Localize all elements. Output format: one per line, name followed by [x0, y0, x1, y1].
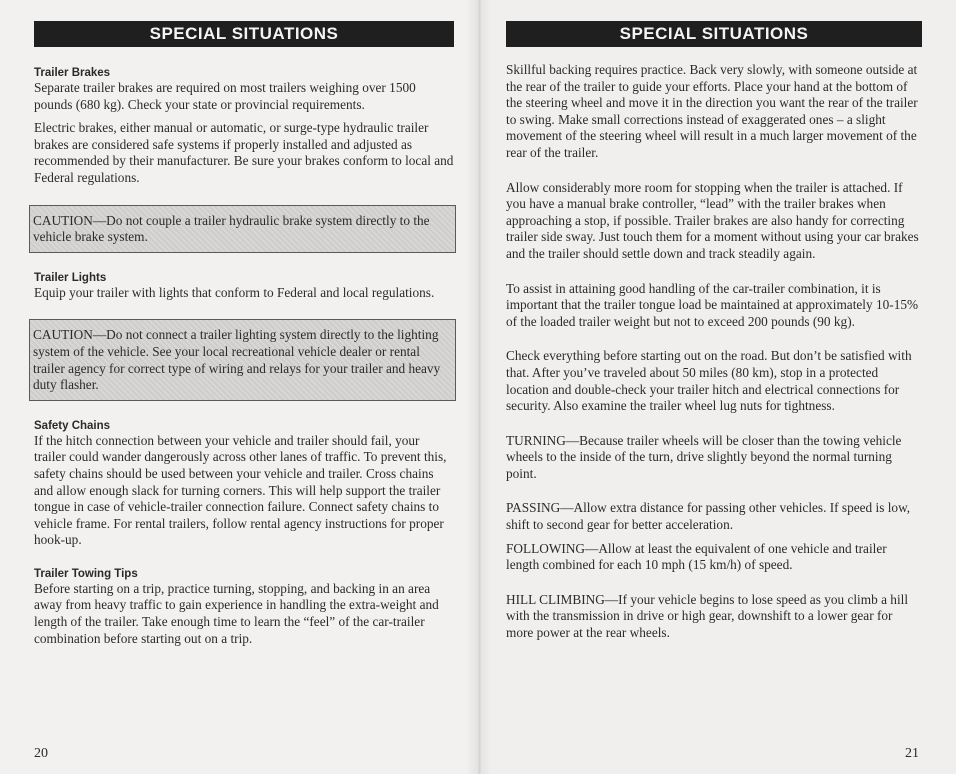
paragraph: Equip your trailer with lights that conform to Federal and local regulations.	[34, 284, 435, 300]
right-page-content	[506, 62, 922, 642]
page-number: 21	[905, 746, 919, 761]
paragraph-hill-climbing: HILL CLIMBING—If your vehicle begins to lose speed as you climb a hill with the transmission in drive or high gear, downshift to a lower gear for more power at the rear wheels.	[506, 591, 909, 641]
paragraph-turning: TURNING—Because trailer wheels will be closer than the towing vehicle wheels to the inside of the turn, drive slightly beyond the normal turning point.	[506, 432, 902, 481]
left-page-content	[34, 66, 454, 647]
section-header-title: SPECIAL SITUATIONS	[619, 24, 809, 43]
paragraph: Electric brakes, either manual or automatic, or surge-type hydraulic trailer brakes are considered safe systems if properly installed and adjusted as recommended by their manufacturer. Be sure your brakes conform to local and Federal regulations.	[34, 120, 454, 185]
section-header-bar	[34, 21, 454, 47]
paragraph-passing: PASSING—Allow extra distance for passing other vehicles. If speed is low, shift to second gear for better acceleration.	[506, 500, 911, 533]
paragraph: Separate trailer brakes are required on most trailers weighing over 1500 pounds (680 kg). Check your state or provincial requirements.	[34, 80, 416, 112]
caution-box-brakes: CAUTION—Do not couple a trailer hydraulic brake system directly to the vehicle brake system.	[29, 205, 456, 253]
paragraph: If the hitch connection between your vehicle and trailer should fail, your trailer could wander dangerously across other lanes of traffic. To prevent this, safety chains should be used between your vehicle and trailer. Cross chains and allow enough slack for turning corners. This will help support the trailer tongue in case of vehicle-trailer connection failure. Connect safety chains to vehicle frame. For rental trailers, follow rental agency instructions for proper hook-up.	[34, 432, 447, 548]
paragraph: Before starting on a trip, practice turning, stopping, and backing in an area away from heavy traffic to gain experience in handling the extra-weight and length of the trailer. Take enough time to learn the “feel” of the car-trailer combination before starting out on a trip.	[34, 580, 439, 646]
heading-towing-tips: Trailer Towing Tips	[34, 567, 138, 580]
heading-trailer-brakes: Trailer Brakes	[34, 67, 111, 79]
paragraph-stopping: Allow considerably more room for stopping when the trailer is attached. If you have a manual brake controller, “lead” with the trailer brakes when approaching a stop, if possible. Trailer brakes are also handy for correcting trailer side sway. Just touch them for a moment without using your car brakes and the trailer should settle down and track steadily again.	[506, 179, 919, 261]
right-page	[478, 0, 956, 774]
paragraph-backing: Skillful backing requires practice. Back very slowly, with someone outside at the rear of the trailer to guide your efforts. Place your hand at the bottom of the steering wheel and move it in the direction you want the rear of the trailer to swing. Make small corrections instead of exaggerated ones – a slight movement of the steering wheel will result in a much larger movement of the rear of the trailer.	[506, 62, 918, 160]
caution-box-lights: CAUTION—Do not connect a trailer lighting system directly to the lighting system of the vehicle. See your local recreational vehicle dealer or rental trailer agency for correct type of wiring and relays for your trailer and heavy duty flasher.	[29, 319, 456, 400]
section-header-title: SPECIAL SITUATIONS	[149, 24, 339, 43]
paragraph-following: FOLLOWING—Allow at least the equivalent of one vehicle and trailer length combined for each 10 mph (15 km/h) of speed.	[506, 540, 887, 573]
page-number: 20	[34, 746, 48, 761]
heading-safety-chains: Safety Chains	[34, 419, 111, 432]
paragraph-check: Check everything before starting out on the road. But don’t be satisfied with that. After you’ve traveled about 50 miles (80 km), stop in a protected location and double-check your trailer hitch and electrical connections for security. Also examine the trailer wheel lug nuts for tightness.	[506, 348, 912, 414]
paragraph-tongue-load: To assist in attaining good handling of the car-trailer combination, it is important that the trailer tongue load be maintained at approximately 10-15% of the loaded trailer weight but not to exceed 200 pounds (90 kg).	[506, 280, 919, 329]
heading-trailer-lights: Trailer Lights	[34, 271, 107, 284]
section-header-bar	[506, 21, 922, 47]
book-gutter	[466, 0, 492, 774]
